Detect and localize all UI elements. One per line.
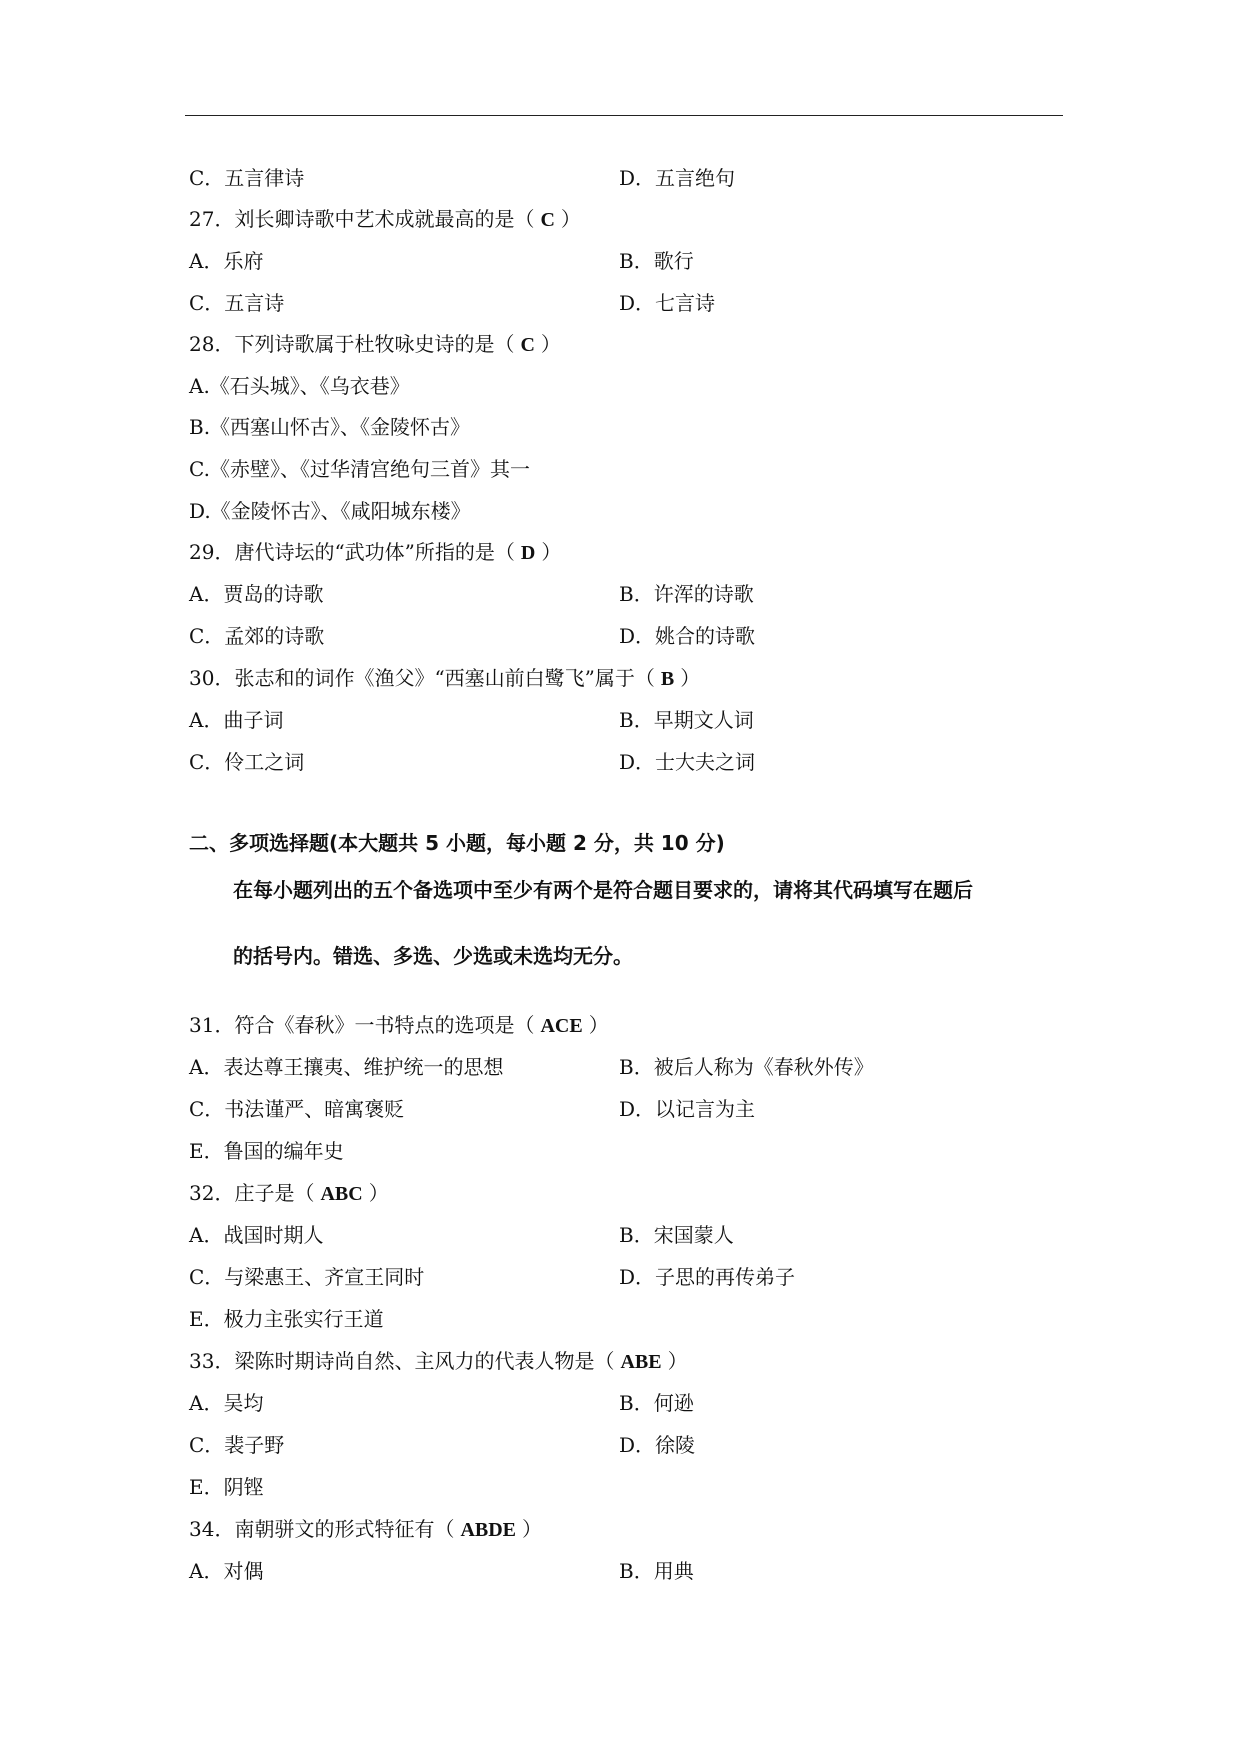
question-27-close: ） [560,207,581,231]
option-34a: A．对偶 [189,1559,264,1583]
option-29b: B．许浑的诗歌 [619,582,754,606]
question-34 [189,1515,542,1544]
option-32e: E．极力主张实行王道 [189,1307,384,1331]
question-31-stem: 31．符合《春秋》一书特点的选项是（ [189,1013,535,1037]
question-29-stem: 29．唐代诗坛的“武功体”所指的是（ [189,540,515,564]
option-27d: D．七言诗 [619,291,716,315]
option-32c: C．与梁惠王、齐宣王同时 [189,1265,425,1289]
option-27a: A．乐府 [189,249,264,273]
option-31a: A．表达尊王攘夷、维护统一的思想 [189,1055,504,1079]
question-34-close: ） [522,1517,543,1541]
option-29a: A．贾岛的诗歌 [189,582,324,606]
question-31-answer: ACE [540,1015,583,1037]
option-28d: D.《金陵怀古》、《咸阳城东楼》 [189,499,471,523]
option-27b: B．歌行 [619,249,694,273]
option-30d: D．士大夫之词 [619,750,756,774]
section-2-title: 二、多项选择题(本大题共 5 小题，每小题 2 分，共 10 分) [189,831,725,855]
question-29-answer: D [520,542,536,564]
question-30 [189,664,700,693]
option-30c: C．伶工之词 [189,750,305,774]
question-34-stem: 34．南朝骈文的形式特征有（ [189,1517,455,1541]
option-31c: C．书法谨严、暗寓褒贬 [189,1097,405,1121]
option-28c: C.《赤壁》、《过华清宫绝句三首》其一 [189,457,530,481]
option-30b: B．早期文人词 [619,708,754,732]
option-26c: C．五言律诗 [189,166,305,190]
option-33b: B．何逊 [619,1391,694,1415]
option-32d: D．子思的再传弟子 [619,1265,796,1289]
question-31-close: ） [588,1013,609,1037]
section-2-instruction-1: 在每小题列出的五个备选项中至少有两个是符合题目要求的，请将其代码填写在题后 [233,878,973,902]
option-27c: C．五言诗 [189,291,285,315]
question-33-close: ） [667,1349,688,1373]
question-28 [189,330,561,359]
option-26d: D．五言绝句 [619,166,736,190]
question-30-answer: B [660,668,675,690]
option-33c: C．裴子野 [189,1433,285,1457]
option-31b: B．被后人称为《春秋外传》 [619,1055,874,1079]
option-28b: B.《西塞山怀古》、《金陵怀古》 [189,415,471,439]
section-2-instruction-2: 的括号内。错选、多选、少选或未选均无分。 [233,944,633,968]
option-32a: A．战国时期人 [189,1223,324,1247]
question-34-answer: ABDE [460,1519,517,1541]
question-30-stem: 30．张志和的词作《渔父》“西塞山前白鹭飞”属于（ [189,666,655,690]
question-31 [189,1011,609,1040]
question-30-close: ） [680,666,701,690]
question-27 [189,205,581,234]
option-33a: A．吴均 [189,1391,264,1415]
question-32-close: ） [368,1181,389,1205]
option-29c: C．孟郊的诗歌 [189,624,325,648]
option-33d: D．徐陵 [619,1433,696,1457]
option-32b: B．宋国蒙人 [619,1223,734,1247]
question-33 [189,1347,688,1376]
question-33-answer: ABE [620,1351,662,1373]
question-32-stem: 32．庄子是（ [189,1181,315,1205]
header-rule [185,115,1063,116]
question-27-stem: 27．刘长卿诗歌中艺术成就最高的是（ [189,207,535,231]
question-29-close: ） [541,540,562,564]
option-29d: D．姚合的诗歌 [619,624,756,648]
option-28a: A.《石头城》、《乌衣巷》 [189,374,410,398]
option-34b: B．用典 [619,1559,694,1583]
question-28-close: ） [540,332,561,356]
question-32-answer: ABC [320,1183,363,1205]
question-28-answer: C [520,334,535,356]
question-33-stem: 33．梁陈时期诗尚自然、主风力的代表人物是（ [189,1349,615,1373]
option-31d: D．以记言为主 [619,1097,756,1121]
option-33e: E．阴铿 [189,1475,264,1499]
question-28-stem: 28．下列诗歌属于杜牧咏史诗的是（ [189,332,515,356]
question-29 [189,538,561,567]
question-32 [189,1179,389,1208]
option-30a: A．曲子词 [189,708,284,732]
question-27-answer: C [540,209,555,231]
option-31e: E．鲁国的编年史 [189,1139,344,1163]
